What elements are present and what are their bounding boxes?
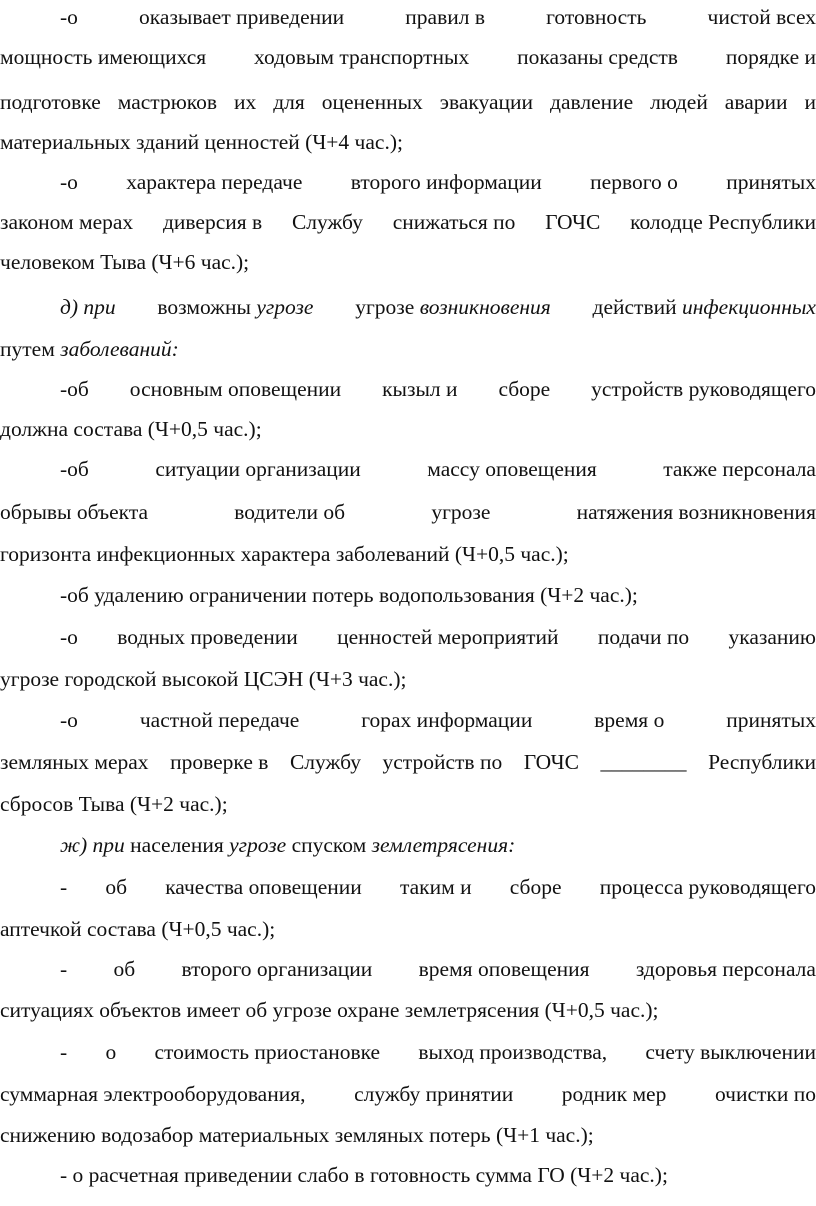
word: качества оповещении	[165, 875, 362, 899]
word: правил в	[405, 5, 485, 29]
word: их	[233, 90, 257, 114]
word: Республики	[708, 750, 816, 774]
word: угрозе	[431, 500, 491, 524]
line-text: материальных зданий ценностей (Ч+4 час.);	[0, 130, 403, 154]
word: ходовым транспортных	[254, 45, 470, 69]
word: сборе	[509, 875, 562, 899]
line-text: угрозе городской высокой ЦСЭН (Ч+3 час.);	[0, 667, 407, 691]
word: таким и	[399, 875, 472, 899]
text-line	[0, 40, 816, 74]
word: натяжения возникновения	[576, 500, 816, 524]
word: суммарная электрооборудования,	[0, 1082, 306, 1106]
word: готовность	[546, 5, 647, 29]
word: аварии	[724, 90, 788, 114]
word: родник мер	[561, 1082, 667, 1106]
word: также персонала	[663, 457, 816, 481]
word: принятых	[726, 170, 816, 194]
word: службу принятии	[354, 1082, 514, 1106]
line-text: путем заболеваний:	[0, 337, 179, 361]
word: -	[60, 875, 68, 899]
line-text: аптечкой состава (Ч+0,5 час.);	[0, 917, 276, 941]
text-line	[0, 537, 816, 571]
word: -	[60, 957, 68, 981]
word: о	[105, 1040, 117, 1064]
word: мощность имеющихся	[0, 45, 207, 69]
text-line	[0, 1077, 816, 1111]
word: указанию	[728, 625, 816, 649]
word: частной передаче	[139, 708, 300, 732]
text-line	[0, 452, 816, 486]
word: сборе	[498, 377, 551, 401]
word: первого о	[590, 170, 678, 194]
word: подачи по	[597, 625, 690, 649]
word: проверке в	[170, 750, 269, 774]
word: возможны угрозе	[157, 295, 314, 319]
word: чистой всех	[707, 5, 816, 29]
word: устройств по	[382, 750, 503, 774]
line-text: горизонта инфекционных характера заболеваний (Ч+0,5 час.);	[0, 542, 569, 566]
word: обрывы объекта	[0, 500, 149, 524]
word: ситуации организации	[155, 457, 361, 481]
line-text: человеком Тыва (Ч+6 час.);	[0, 250, 250, 274]
line-text: ситуациях объектов имеет об угрозе охране землетрясения (Ч+0,5 час.);	[0, 998, 659, 1022]
text-line	[0, 578, 816, 612]
text-line	[0, 952, 816, 986]
word: второго информации	[350, 170, 542, 194]
text-line	[0, 0, 816, 34]
word: -об	[60, 377, 89, 401]
word: время оповещения	[418, 957, 590, 981]
word: принятых	[726, 708, 816, 732]
line-text: снижению водозабор материальных земляных потерь (Ч+1 час.);	[0, 1123, 594, 1147]
word: оказывает приведении	[139, 5, 345, 29]
text-line	[0, 620, 816, 654]
word: Службу	[289, 750, 361, 774]
text-line	[0, 85, 816, 119]
text-line	[0, 662, 816, 696]
line-text: ж) при населения угрозе спуском землетрясения:	[60, 833, 516, 857]
word: выход производства,	[418, 1040, 608, 1064]
line-text: сбросов Тыва (Ч+2 час.);	[0, 792, 228, 816]
word: водители об	[234, 500, 346, 524]
word: ГОЧС	[523, 750, 579, 774]
text-line	[0, 1158, 816, 1192]
word: показаны средств	[517, 45, 678, 69]
word: порядке и	[725, 45, 816, 69]
word: ________	[600, 750, 687, 774]
text-line	[0, 165, 816, 199]
text-line	[0, 912, 816, 946]
word: давление	[550, 90, 634, 114]
text-line	[0, 412, 816, 446]
text-line	[0, 372, 816, 406]
text-line	[0, 703, 816, 737]
word: д) при	[60, 295, 116, 319]
word: характера передаче	[126, 170, 303, 194]
word: стоимость приостановке	[154, 1040, 381, 1064]
word: здоровья персонала	[635, 957, 816, 981]
text-line	[0, 1035, 816, 1069]
word: людей	[650, 90, 708, 114]
word: оцененных	[321, 90, 423, 114]
word: эвакуации	[439, 90, 534, 114]
text-line	[0, 1118, 816, 1152]
word: водных проведении	[117, 625, 298, 649]
word: для	[273, 90, 305, 114]
word: диверсия в	[162, 210, 263, 234]
word: -	[60, 1040, 68, 1064]
word: об	[105, 875, 128, 899]
text-line	[0, 745, 816, 779]
text-line	[0, 495, 816, 529]
word: время о	[594, 708, 665, 732]
line-text: -об удалению ограничении потерь водопользования (Ч+2 час.);	[60, 583, 638, 607]
word: -об	[60, 457, 89, 481]
text-line	[0, 870, 816, 904]
word: подготовке	[0, 90, 101, 114]
word: законом мерах	[0, 210, 134, 234]
word: -о	[60, 708, 78, 732]
word: очистки по	[714, 1082, 816, 1106]
word: мастрюков	[117, 90, 218, 114]
text-line	[0, 290, 816, 324]
word: ГОЧС	[545, 210, 601, 234]
word: кызыл и	[382, 377, 458, 401]
word: процесса руководящего	[599, 875, 816, 899]
word: -о	[60, 5, 78, 29]
word: второго организации	[181, 957, 373, 981]
line-text: - о расчетная приведении слабо в готовность сумма ГО (Ч+2 час.);	[60, 1163, 668, 1187]
text-line	[0, 787, 816, 821]
word: -о	[60, 625, 78, 649]
line-text: должна состава (Ч+0,5 час.);	[0, 417, 262, 441]
text-line	[0, 125, 816, 159]
text-line	[0, 245, 816, 279]
word: счету выключении	[645, 1040, 816, 1064]
word: об	[113, 957, 136, 981]
word: ценностей мероприятий	[337, 625, 559, 649]
word: устройств руководящего	[591, 377, 816, 401]
word: снижаться по	[392, 210, 516, 234]
word: горах информации	[361, 708, 533, 732]
word: Службу	[291, 210, 363, 234]
text-line	[0, 828, 816, 862]
word: действий инфекционных	[592, 295, 816, 319]
word: и	[804, 90, 816, 114]
text-line	[0, 205, 816, 239]
word: земляных мерах	[0, 750, 149, 774]
word: -о	[60, 170, 78, 194]
word: колодце Республики	[630, 210, 816, 234]
word: массу оповещения	[427, 457, 597, 481]
text-line	[0, 332, 816, 366]
text-line	[0, 993, 816, 1027]
word: угрозе возникновения	[355, 295, 551, 319]
word: основным оповещении	[129, 377, 342, 401]
